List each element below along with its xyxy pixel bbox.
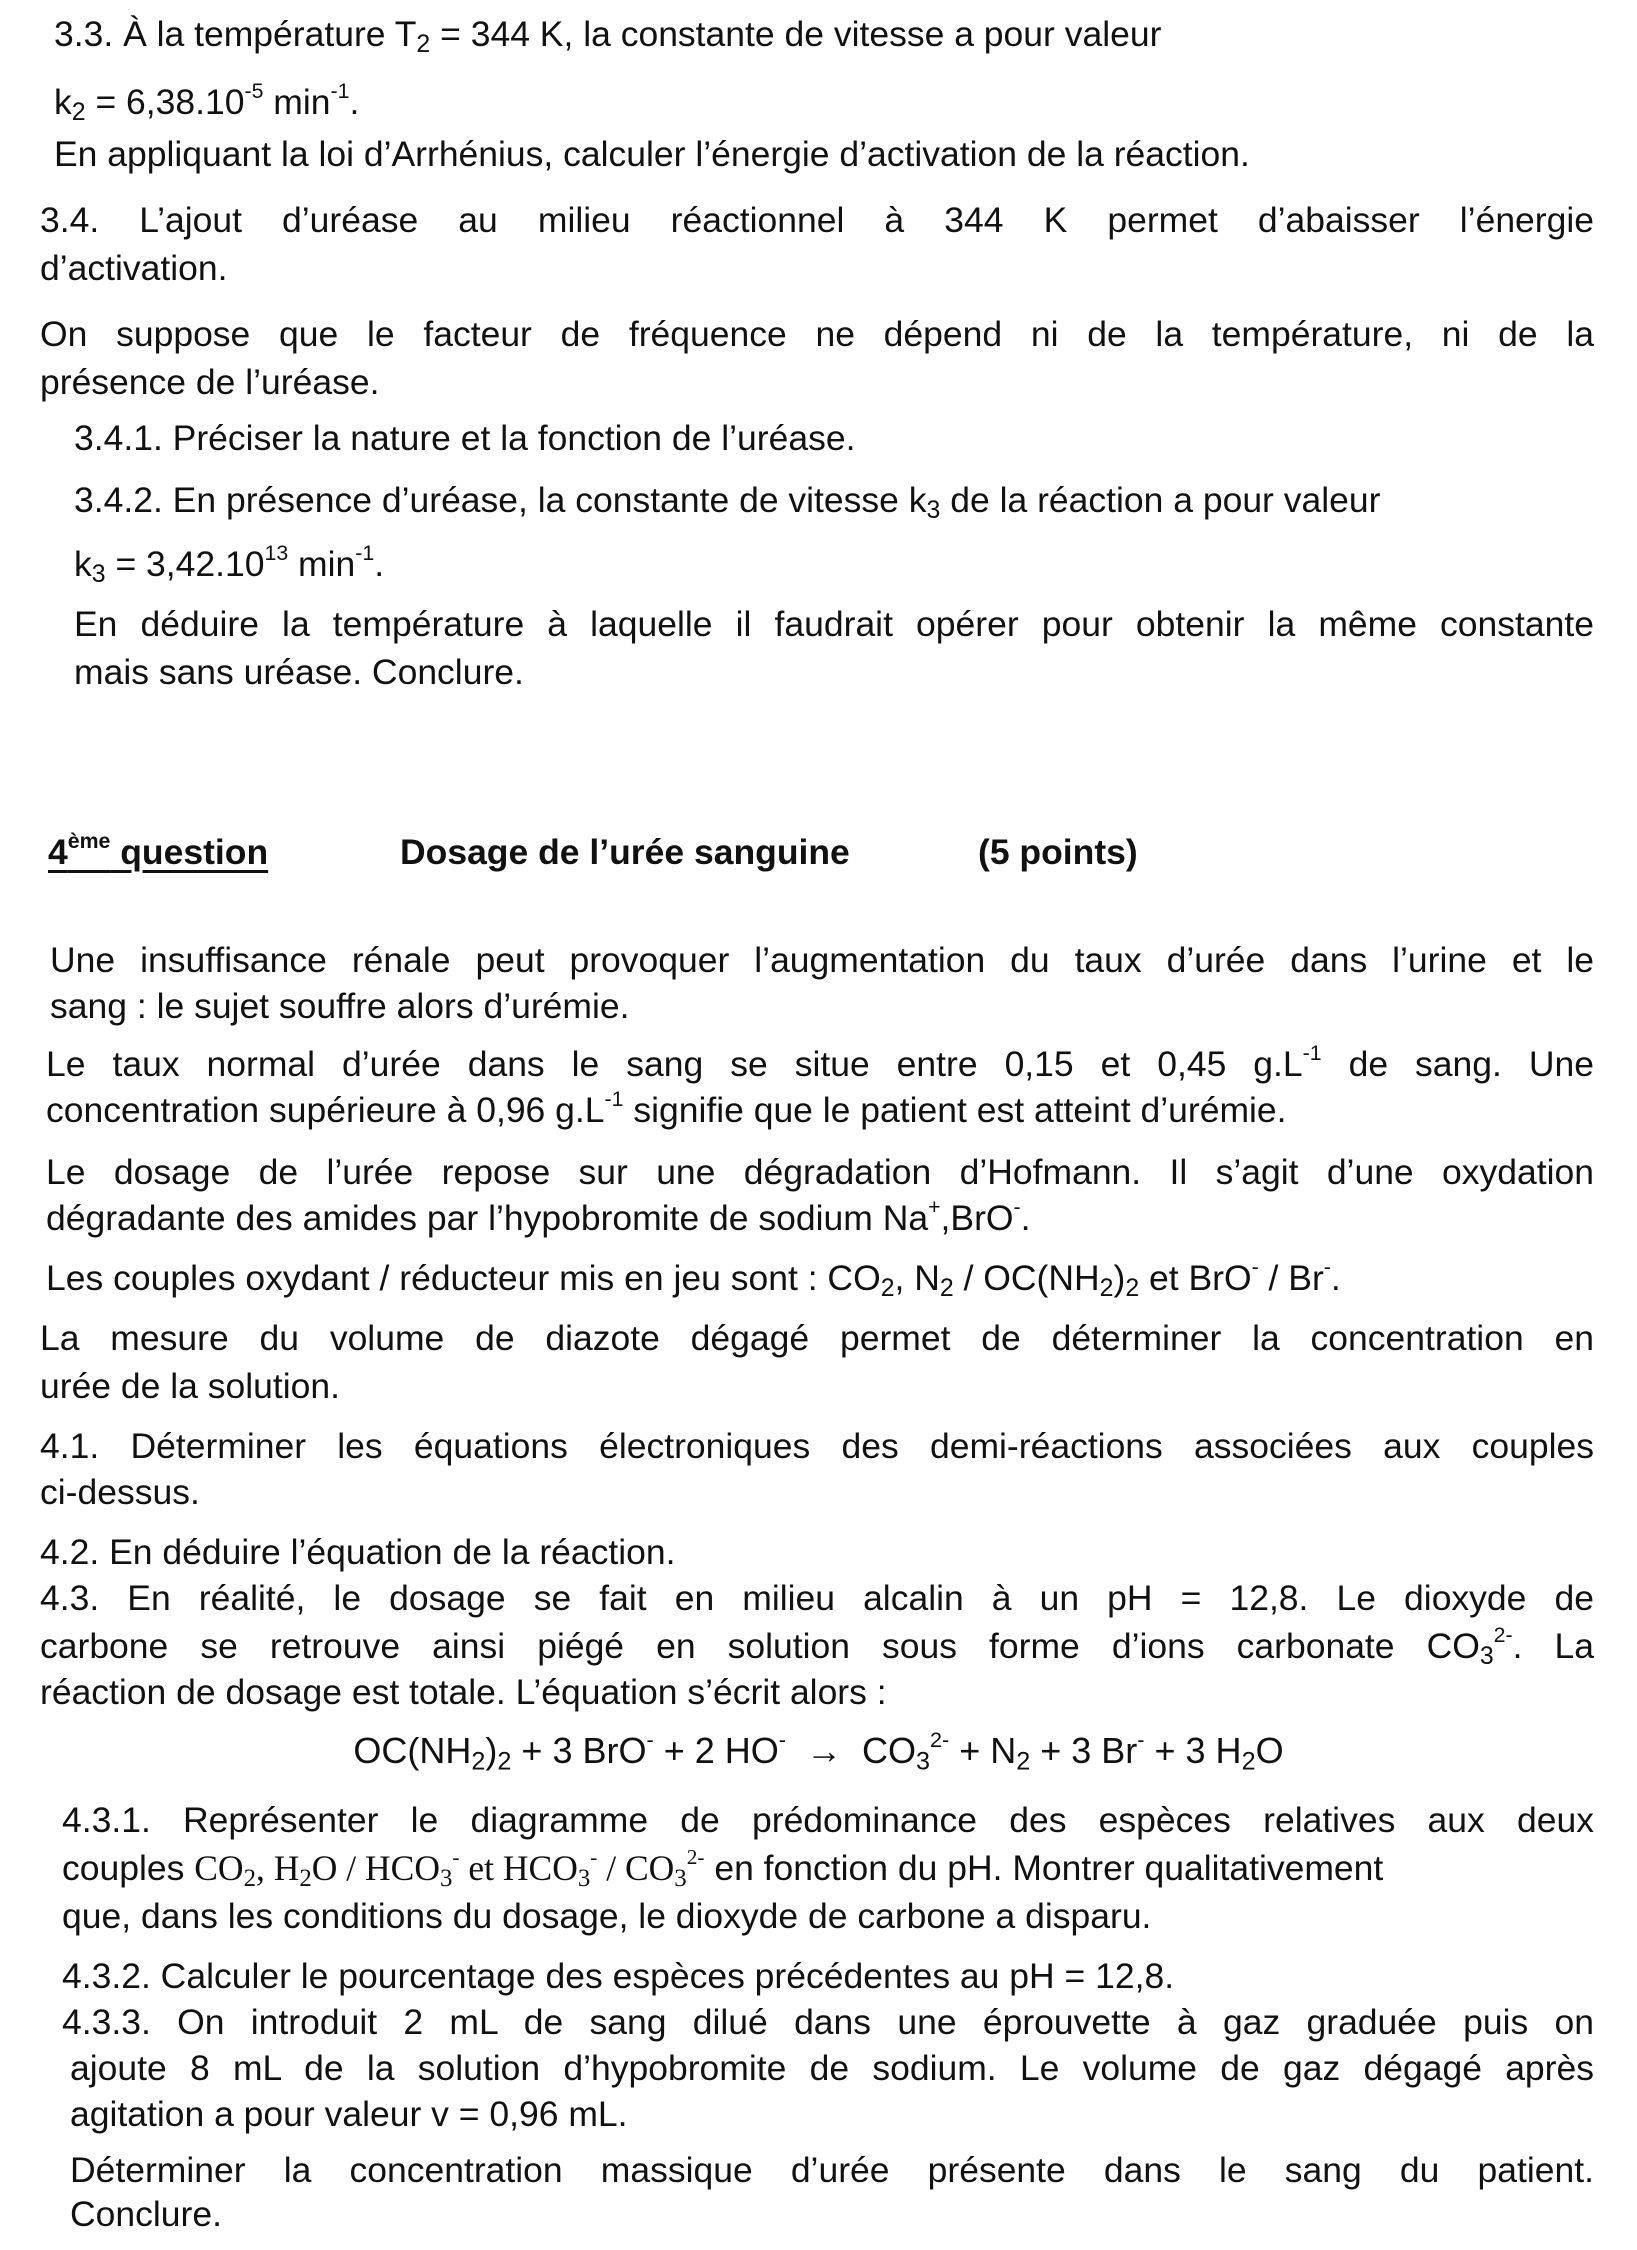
q4-3-3-line-5: Conclure. [70,2194,222,2234]
subscript: 2 [71,99,86,127]
equation-term: + 3 H [1144,1730,1242,1771]
equation-term: O [1255,1730,1284,1771]
k2-value: = 6,38.10 [85,82,245,122]
intro-line-5 [46,1148,1594,1196]
couples-formula [194,1845,705,1893]
q3-4-2-line-1 [74,476,1380,524]
k2-value-line [54,78,359,126]
equation-term: + 2 HO [653,1730,779,1771]
superscript: 2- [1493,1623,1513,1648]
q3-4-line-4: présence de l’uréase. [40,362,380,402]
subscript: 2 [1099,1275,1114,1303]
q4-1-line-1 [40,1422,1594,1470]
q3-4-2-text: 3.4.2. En présence d’uréase, la constante de vitesse k [74,480,927,520]
q4-3-text: 4.3. En réalité, le dosage se fait en milieu alcalin à un pH = 12,8. Le dioxyde de [40,1578,1594,1618]
punctuation: . [1020,1198,1031,1238]
superscript: - [778,1726,786,1752]
intro-text: / Br [1258,1258,1324,1298]
intro-line-9: urée de la solution. [40,1366,340,1406]
q3-3-text: 3.3. À la température T [54,14,417,54]
equation-term: CO [861,1730,916,1771]
superscript: - [1013,1195,1021,1220]
intro-text: , N [894,1258,940,1298]
subscript: 2 [497,1747,512,1776]
k3-value-line [74,540,384,588]
exponent: -1 [355,541,375,566]
q3-4-1: 3.4.1. Préciser la nature et la fonction de l’uréase. [74,418,856,458]
question-4-title: Dosage de l’urée sanguine [400,832,850,872]
superscript: + [928,1195,941,1220]
intro-line-8 [40,1314,1594,1362]
exponent: -1 [1302,1041,1322,1066]
q4-3-1-text: 4.3.1. Représenter le diagramme de prédominance des espèces relatives aux deux [62,1800,1594,1840]
intro-line-2: sang : le sujet souffre alors d’urémie. [50,986,630,1026]
q4-3-3-text: ajoute 8 mL de la solution d’hypobromite de sodium. Le volume de gaz dégagé après [70,2048,1594,2088]
exponent: 13 [264,541,289,566]
q4-3-1-line-3: que, dans les conditions du dosage, le dioxyde de carbone a disparu. [62,1896,1152,1936]
question-4-points: (5 points) [978,832,1138,872]
q4-3-3-line-1 [62,1998,1594,2046]
intro-line-4 [46,1086,1287,1134]
subscript: 2 [880,1275,895,1303]
subscript: 2 [1125,1275,1140,1303]
formula-part: / CO [597,1848,675,1888]
subscript: 2 [1241,1747,1256,1776]
intro-text: ) [1113,1258,1126,1298]
q4-3-line-2 [40,1622,1594,1670]
punctuation: . [374,544,385,584]
q3-4-text: On suppose que le facteur de fréquence ne dépend ni de la température, ni de la [40,314,1594,354]
superscript: - [646,1726,654,1752]
equation-term: ) [485,1730,498,1771]
subscript: 2 [1016,1747,1031,1776]
q4-3-text [40,1623,1595,1671]
q3-3-text: = 344 K, la constante de vitesse a pour valeur [430,14,1162,54]
question-word: question [110,832,269,872]
unit: min [263,82,331,122]
intro-text: Les couples oxydant / réducteur mis en jeu sont : CO [46,1258,881,1298]
q3-4-2-line-4: mais sans uréase. Conclure. [74,652,524,692]
subscript: 3 [926,497,941,525]
intro-text: signifie que le patient est atteint d’urémie. [623,1090,1287,1130]
equation-term: + 3 Br [1030,1730,1138,1771]
q4-3-text: carbone se retrouve ainsi piégé en solution sous forme d’ions carbonate CO [40,1626,1480,1666]
k-symbol: k [54,82,72,122]
equation-term: + 3 BrO [511,1730,647,1771]
equation-term: + N [949,1730,1017,1771]
intro-text: La mesure du volume de diazote dégagé permet de déterminer la concentration en [40,1318,1594,1358]
q4-1-line-2: ci-dessus. [40,1472,200,1512]
subscript: 2 [299,1865,312,1893]
superscript: - [590,1845,598,1870]
q4-2: 4.2. En déduire l’équation de la réaction. [40,1532,676,1572]
exponent: -5 [244,79,264,104]
subscript: 3 [915,1747,930,1776]
ordinal-suffix: ème [67,829,111,854]
reaction-arrow: → [785,1730,862,1771]
intro-text: ,BrO [940,1198,1014,1238]
exponent: -1 [330,79,350,104]
intro-text: Le taux normal d’urée dans le sang se situe entre 0,15 et 0,45 g.L [46,1044,1303,1084]
q3-4-2-text: En déduire la température à laquelle il faudrait opérer pour obtenir la même constante [74,604,1594,644]
formula-part: et HCO [459,1848,578,1888]
superscript: 2- [686,1845,705,1870]
equation-term: OC(NH [353,1730,472,1771]
intro-text: Le dosage de l’urée repose sur une dégradation d’Hofmann. Il s’agit d’une oxydation [46,1152,1594,1192]
superscript: - [1137,1726,1145,1752]
q3-4-2-line-3 [74,600,1594,648]
q4-1-text: 4.1. Déterminer les équations électroniques des demi-réactions associées aux couples [40,1426,1594,1466]
subscript: 3 [440,1865,453,1893]
intro-line-7 [46,1254,1341,1302]
superscript: - [1251,1255,1259,1280]
q4-3-3-text: Déterminer la concentration massique d’urée présente dans le sang du patient. [70,2150,1594,2190]
punctuation: . [349,82,360,122]
q3-4-text: 3.4. L’ajout d’uréase au milieu réactionnel à 344 K permet d’abaisser l’énergie [40,200,1594,240]
subscript: 2 [471,1747,486,1776]
superscript: 2- [929,1726,950,1752]
intro-line-6 [46,1194,1030,1242]
question-4-label [48,828,268,876]
subscript: 3 [577,1865,591,1893]
formula-part: , H [255,1848,300,1888]
formula-part: CO [194,1848,244,1888]
q4-3-line-3: réaction de dosage est totale. L’équation s’écrit alors : [40,1672,887,1712]
q4-3-line-1 [40,1574,1594,1622]
q3-3-instruction: En appliquant la loi d’Arrhénius, calculer l’énergie d’activation de la réaction. [54,134,1250,174]
exponent: -1 [604,1087,624,1112]
q3-4-2-text: de la réaction a pour valeur [940,480,1381,520]
q3-4-line-1 [40,196,1594,244]
subscript: 2 [243,1865,256,1893]
intro-text: concentration supérieure à 0,96 g.L [46,1090,605,1130]
q4-3-1-line-1 [62,1796,1594,1844]
subscript: 2 [416,31,431,59]
k3-value: = 3,42.10 [105,544,265,584]
q4-3-3-line-3: agitation a pour valeur v = 0,96 mL. [70,2094,628,2134]
q4-3-1-text: en fonction du pH. Montrer qualitativement [704,1848,1384,1888]
question-number: 4 [48,832,68,872]
intro-text [46,1041,1594,1084]
punctuation: . [1330,1258,1341,1298]
intro-text: dégradante des amides par l’hypobromite de sodium Na [46,1198,929,1238]
intro-text: / OC(NH [953,1258,1100,1298]
q4-3-1-line-2 [62,1844,1383,1892]
intro-line-3 [46,1040,1594,1088]
q4-3-2: 4.3.2. Calculer le pourcentage des espèces précédentes au pH = 12,8. [62,1956,1175,1996]
q4-3-text: . La [1512,1626,1595,1666]
q3-4-line-3 [40,310,1594,358]
intro-text: de sang. Une [1321,1044,1594,1084]
q3-4-line-2: d’activation. [40,248,228,288]
superscript: - [1323,1255,1331,1280]
subscript: 2 [939,1275,954,1303]
q4-3-3-text: 4.3.3. On introduit 2 mL de sang dilué dans une éprouvette à gaz graduée puis on [62,2002,1594,2042]
subscript: 3 [674,1865,687,1893]
intro-line-1 [50,936,1594,984]
q3-3-line-1 [54,10,1161,58]
intro-text: et BrO [1139,1258,1252,1298]
intro-text: Une insuffisance rénale peut provoquer l’augmentation du taux d’urée dans l’urine et le [50,940,1594,980]
formula-part: O / HCO [311,1848,440,1888]
q4-3-3-line-2 [70,2044,1594,2092]
k-symbol: k [74,544,92,584]
subscript: 3 [1479,1643,1494,1671]
subscript: 3 [91,561,106,589]
q4-3-3-line-4 [70,2146,1594,2194]
reaction-equation [0,1727,1637,1775]
superscript: - [452,1845,460,1870]
q4-3-1-text: couples [62,1848,195,1888]
unit: min [288,544,356,584]
